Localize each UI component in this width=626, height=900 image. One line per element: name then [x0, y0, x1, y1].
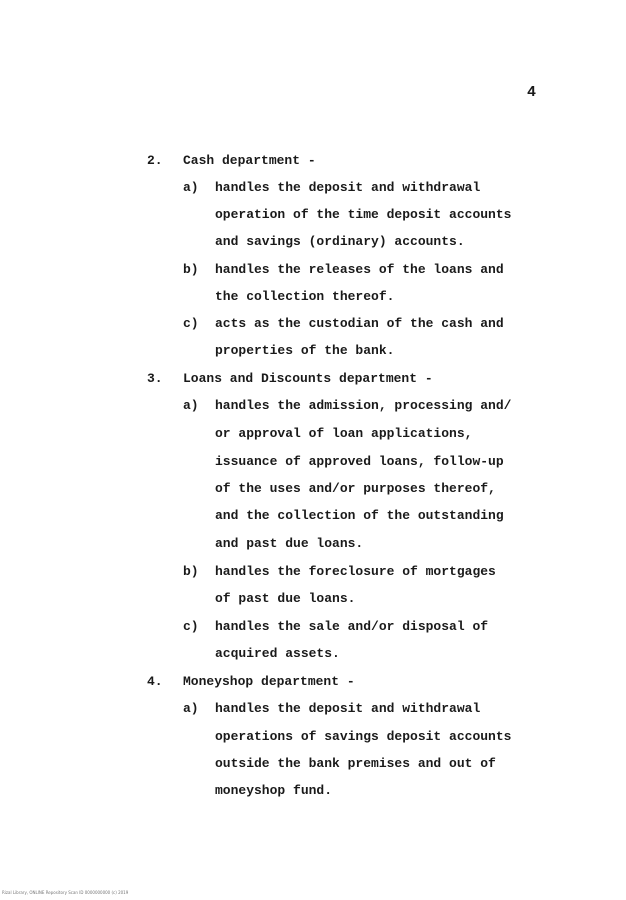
section-4-item-a-line: handles the deposit and withdrawal: [215, 701, 481, 716]
section-2-item-a-line: handles the deposit and withdrawal: [215, 180, 481, 195]
section-3-item-a-line: or approval of loan applications,: [215, 426, 473, 441]
section-2-title: Cash department -: [183, 153, 316, 168]
section-3-item-c-line: handles the sale and/or disposal of: [215, 619, 489, 634]
section-3-item-b-line: of past due loans.: [215, 591, 356, 606]
section-2-item-a-letter: a): [183, 180, 199, 195]
footer-scan-note: Rizal Library, ONLINE Repository Scan ID 0000000000 (c) 2019: [2, 890, 129, 895]
section-3-item-a-letter: a): [183, 398, 199, 413]
section-3-item-c-line: acquired assets.: [215, 646, 340, 661]
section-3-item-a-line: of the uses and/or purposes thereof,: [215, 481, 496, 496]
section-4-number: 4.: [147, 674, 163, 689]
page-number: 4: [527, 84, 537, 101]
section-3-item-a-line: handles the admission, processing and/: [215, 398, 512, 413]
section-3-item-a-line: issuance of approved loans, follow-up: [215, 454, 504, 469]
section-2-number: 2.: [147, 153, 163, 168]
section-4-item-a-line: outside the bank premises and out of: [215, 756, 496, 771]
section-2-item-b-letter: b): [183, 262, 199, 277]
section-2-item-c-line: properties of the bank.: [215, 343, 395, 358]
section-3-item-c-letter: c): [183, 619, 199, 634]
section-2-item-a-line: operation of the time deposit accounts: [215, 207, 512, 222]
section-4-item-a-letter: a): [183, 701, 199, 716]
section-4-item-a-line: moneyshop fund.: [215, 783, 333, 798]
section-4-item-a-line: operations of savings deposit accounts: [215, 729, 512, 744]
section-3-item-a-line: and past due loans.: [215, 536, 364, 551]
section-2-item-b-line: the collection thereof.: [215, 289, 395, 304]
section-2-item-b-line: handles the releases of the loans and: [215, 262, 504, 277]
section-2-item-c-line: acts as the custodian of the cash and: [215, 316, 504, 331]
section-3-title: Loans and Discounts department -: [183, 371, 433, 386]
section-3-item-a-line: and the collection of the outstanding: [215, 508, 504, 523]
section-4-title: Moneyshop department -: [183, 674, 355, 689]
section-3-number: 3.: [147, 371, 163, 386]
section-2-item-a-line: and savings (ordinary) accounts.: [215, 234, 465, 249]
section-3-item-b-letter: b): [183, 564, 199, 579]
section-3-item-b-line: handles the foreclosure of mortgages: [215, 564, 496, 579]
section-2-item-c-letter: c): [183, 316, 199, 331]
